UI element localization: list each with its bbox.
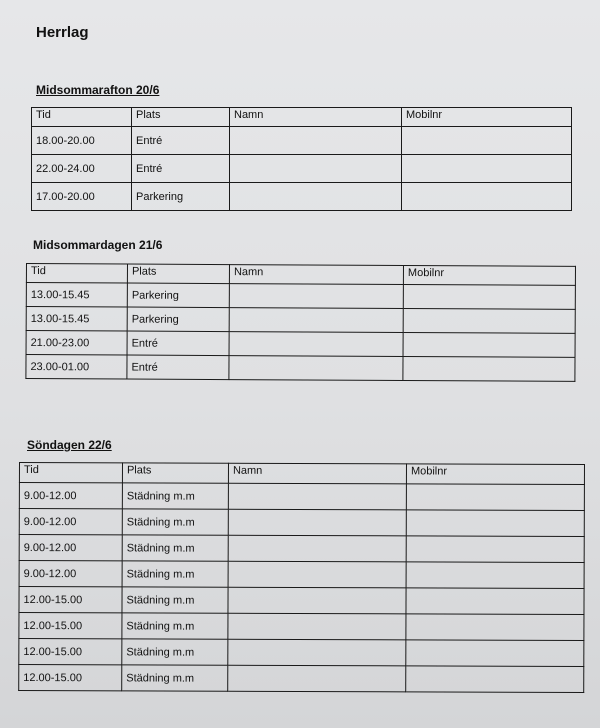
table-row: [26, 283, 575, 310]
cell-mobilnr[interactable]: [406, 484, 584, 511]
table-row: [26, 331, 575, 358]
cell-plats: Städning m.m: [122, 665, 228, 691]
table-row: [26, 355, 575, 382]
cell-namn[interactable]: [229, 308, 403, 333]
cell-mobilnr[interactable]: [402, 127, 572, 155]
cell-tid: 13.00-15.45: [26, 307, 127, 332]
cell-namn[interactable]: [228, 665, 406, 692]
table-header-row: [19, 463, 584, 485]
cell-tid: 21.00-23.00: [26, 331, 127, 356]
cell-mobilnr[interactable]: [403, 332, 575, 357]
cell-mobilnr[interactable]: [406, 666, 584, 693]
cell-namn[interactable]: [229, 284, 403, 309]
cell-mobilnr[interactable]: [402, 155, 572, 183]
cell-plats: Städning m.m: [122, 483, 228, 509]
section-heading-midsommarafton: Midsommarafton 20/6: [36, 83, 160, 97]
table-row: [26, 307, 575, 334]
cell-mobilnr[interactable]: [406, 536, 584, 563]
cell-namn[interactable]: [228, 483, 406, 510]
cell-plats: Städning m.m: [122, 509, 228, 535]
column-header-tid: Tid: [19, 463, 122, 483]
cell-tid: 12.00-15.00: [19, 613, 122, 639]
cell-plats: Städning m.m: [122, 587, 228, 613]
cell-namn[interactable]: [228, 613, 406, 640]
column-header-mobilnr: Mobilnr: [402, 108, 572, 127]
table-row: [19, 535, 584, 563]
cell-mobilnr[interactable]: [406, 588, 584, 615]
table-row: [32, 127, 572, 155]
cell-tid: 12.00-15.00: [19, 639, 122, 665]
column-header-mobilnr: Mobilnr: [403, 265, 575, 285]
column-header-plats: Plats: [122, 463, 228, 483]
table-row: [19, 483, 584, 511]
cell-tid: 17.00-20.00: [32, 183, 132, 211]
document-title: Herrlag: [36, 24, 89, 41]
cell-mobilnr[interactable]: [406, 510, 584, 537]
cell-namn[interactable]: [228, 535, 406, 562]
cell-namn[interactable]: [228, 561, 406, 588]
column-header-tid: Tid: [32, 108, 132, 127]
cell-mobilnr[interactable]: [403, 284, 575, 309]
cell-namn[interactable]: [230, 155, 402, 183]
cell-namn[interactable]: [228, 587, 406, 614]
cell-tid: 13.00-15.45: [26, 283, 127, 308]
cell-tid: 12.00-15.00: [19, 665, 122, 691]
schedule-table-midsommarafton: [31, 107, 572, 211]
column-header-mobilnr: Mobilnr: [406, 464, 584, 485]
column-header-namn: Namn: [229, 265, 403, 285]
cell-plats: Entré: [127, 355, 229, 380]
cell-tid: 9.00-12.00: [19, 535, 122, 561]
cell-plats: Entré: [127, 331, 229, 356]
table-row: [19, 587, 584, 615]
cell-mobilnr[interactable]: [406, 562, 584, 589]
table-row: [19, 613, 584, 641]
cell-mobilnr[interactable]: [403, 308, 575, 333]
cell-plats: Städning m.m: [122, 561, 228, 587]
cell-namn[interactable]: [228, 639, 406, 666]
schedule-table-midsommardagen: [25, 263, 576, 382]
column-header-namn: Namn: [230, 108, 402, 127]
cell-mobilnr[interactable]: [406, 614, 584, 641]
table-row: [32, 183, 572, 211]
column-header-tid: Tid: [26, 264, 127, 284]
cell-namn[interactable]: [230, 183, 402, 211]
cell-tid: 12.00-15.00: [19, 587, 122, 613]
cell-namn[interactable]: [229, 356, 403, 381]
cell-tid: 22.00-24.00: [32, 155, 132, 183]
column-header-plats: Plats: [127, 264, 229, 284]
section-heading-midsommardagen: Midsommardagen 21/6: [33, 238, 163, 252]
table-header-row: [32, 108, 572, 127]
table-row: [19, 509, 584, 537]
schedule-table-sondagen: [18, 462, 585, 693]
table-row: [19, 639, 584, 667]
column-header-namn: Namn: [228, 463, 406, 484]
table-row: [19, 561, 584, 589]
column-header-plats: Plats: [132, 108, 230, 127]
table-row: [32, 155, 572, 183]
cell-tid: 9.00-12.00: [19, 509, 122, 535]
cell-plats: Entré: [132, 127, 230, 155]
cell-plats: Parkering: [127, 283, 229, 308]
cell-namn[interactable]: [229, 332, 403, 357]
cell-namn[interactable]: [230, 127, 402, 155]
cell-namn[interactable]: [228, 509, 406, 536]
cell-mobilnr[interactable]: [403, 356, 575, 381]
cell-tid: 23.00-01.00: [26, 355, 127, 380]
section-heading-sondagen: Söndagen 22/6: [27, 438, 112, 452]
table-row: [19, 665, 584, 693]
cell-tid: 18.00-20.00: [32, 127, 132, 155]
cell-tid: 9.00-12.00: [19, 483, 122, 509]
cell-plats: Entré: [132, 155, 230, 183]
cell-mobilnr[interactable]: [402, 183, 572, 211]
cell-tid: 9.00-12.00: [19, 561, 122, 587]
cell-plats: Städning m.m: [122, 535, 228, 561]
cell-plats: Parkering: [132, 183, 230, 211]
cell-mobilnr[interactable]: [406, 640, 584, 667]
cell-plats: Städning m.m: [122, 613, 228, 639]
cell-plats: Parkering: [127, 307, 229, 332]
cell-plats: Städning m.m: [122, 639, 228, 665]
